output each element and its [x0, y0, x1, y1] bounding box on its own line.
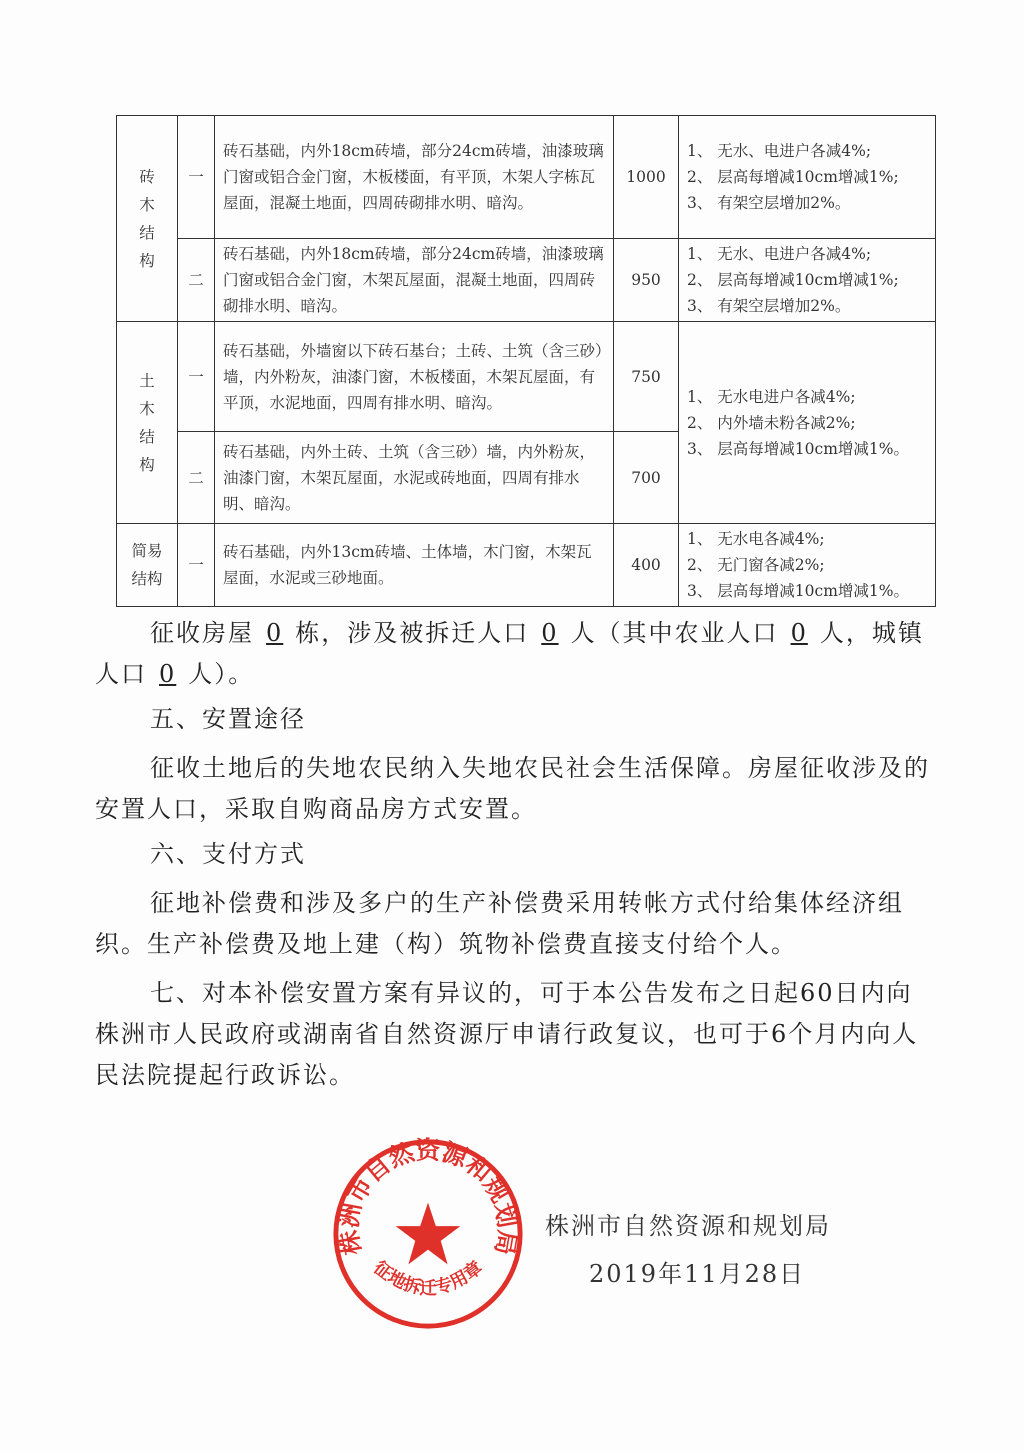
- note: 2、 层高每增减10cm增减1%;: [687, 168, 899, 186]
- price-cell: 400: [614, 524, 679, 607]
- grade-cell: 一: [178, 524, 215, 607]
- price-cell: 750: [614, 322, 679, 432]
- grade-cell: 一: [178, 322, 215, 432]
- note: 3、 层高每增减10cm增减1%。: [687, 582, 909, 600]
- text: 征收房屋: [150, 619, 254, 647]
- signature-date: 2019年11月28日: [589, 1260, 806, 1288]
- description-cell: 砖石基础，内外18cm砖墙，部分24cm砖墙，油漆玻璃门窗或铝合金门窗，木板楼面，有平顶，木架人字栋瓦屋面，混凝土地面，四周砖砌排水明、暗沟。: [215, 116, 614, 239]
- official-seal: [330, 1136, 526, 1332]
- farm-count: 0: [790, 619, 808, 647]
- grade-cell: 二: [178, 432, 215, 524]
- price-cell: 950: [614, 239, 679, 322]
- signature-block: [0, 1136, 1024, 1366]
- seal-bottom-text: 征地拆迁专用章: [369, 1257, 487, 1299]
- text: 人（其中农业人口: [570, 619, 779, 647]
- text: 人）。: [188, 660, 255, 688]
- note: 2、 内外墙未粉各减2%;: [687, 413, 856, 432]
- note: 1、 无水电各减4%;: [687, 530, 825, 548]
- table-row: [117, 116, 936, 239]
- category-label: 简易结构: [131, 542, 163, 588]
- urban-count: 0: [159, 660, 177, 688]
- section-text: 征收土地后的失地农民纳入失地农民社会生活保障。房屋征收涉及的安置人口，采取自购商品房方式安置。: [95, 754, 930, 823]
- description-cell: 砖石基础，内外13cm砖墙、土体墙，木门窗，木架瓦屋面，水泥或三砂地面。: [215, 524, 614, 607]
- seal-top-text: 株洲市自然资源和规划局: [333, 1136, 523, 1258]
- notes-cell: [679, 239, 936, 322]
- note: 2、 层高每增减10cm增减1%;: [687, 271, 899, 289]
- category-cell: [117, 322, 178, 524]
- section-heading: 六、支付方式: [150, 840, 306, 868]
- text: 人，城镇人口: [95, 619, 924, 688]
- document-body: [95, 613, 935, 1096]
- table-row: [117, 524, 936, 607]
- notes-cell: [679, 116, 936, 239]
- signature-org: 株洲市自然资源和规划局: [545, 1212, 831, 1240]
- description-cell: 砖石基础，内外土砖、土筑（含三砂）墙，内外粉灰，油漆门窗，木架瓦屋面，水泥或砖地面，四周有排水明、暗沟。: [215, 432, 614, 524]
- text: 栋，涉及被拆迁人口: [295, 619, 530, 647]
- table-row: [117, 239, 936, 322]
- section-text: 征地补偿费和涉及多户的生产补偿费采用转帐方式付给集体经济组织。生产补偿费及地上建（构）筑物补偿费直接支付给个人。: [95, 889, 904, 958]
- note: 1、 无水、电进户各减4%;: [687, 245, 872, 263]
- section-text: 七、对本补偿安置方案有异议的，可于本公告发布之日起60日内向株洲市人民政府或湖南省自然资源厅申请行政复议，也可于6个月内向人民法院提起行政诉讼。: [95, 979, 919, 1089]
- note: 1、 无水、电进户各减4%;: [687, 142, 872, 160]
- notes-cell: [679, 524, 936, 607]
- description-cell: 砖石基础，内外18cm砖墙，部分24cm砖墙，油漆玻璃门窗或铝合金门窗，木架瓦屋面，混凝土地面，四周砖砌排水明、暗沟。: [215, 239, 614, 322]
- note: 3、 有架空层增加2%。: [687, 194, 851, 212]
- houses-count: 0: [266, 619, 284, 647]
- section-heading: 五、安置途径: [150, 705, 306, 733]
- note: 3、 层高每增减10cm增减1%。: [687, 439, 909, 458]
- category-cell: [117, 524, 178, 607]
- notes-cell: [679, 322, 936, 524]
- people-count: 0: [541, 619, 559, 647]
- category-cell: [117, 116, 178, 322]
- category-label: 土木结构: [139, 371, 155, 474]
- note: 1、 无水电进户各减4%;: [687, 387, 856, 406]
- summary-paragraph: [95, 613, 935, 695]
- price-cell: 700: [614, 432, 679, 524]
- table-row: [117, 322, 936, 432]
- grade-cell: 二: [178, 239, 215, 322]
- description-cell: 砖石基础，外墙窗以下砖石基台；土砖、土筑（含三砂）墙，内外粉灰，油漆门窗，木板楼面，木架瓦屋面，有平顶，水泥地面，四周有排水明、暗沟。: [215, 322, 614, 432]
- note: 3、 有架空层增加2%。: [687, 297, 851, 315]
- price-cell: 1000: [614, 116, 679, 239]
- category-label: 砖木结构: [139, 167, 155, 270]
- compensation-table: [116, 115, 936, 607]
- star-icon: [396, 1203, 461, 1265]
- note: 2、 无门窗各减2%;: [687, 556, 825, 574]
- grade-cell: 一: [178, 116, 215, 239]
